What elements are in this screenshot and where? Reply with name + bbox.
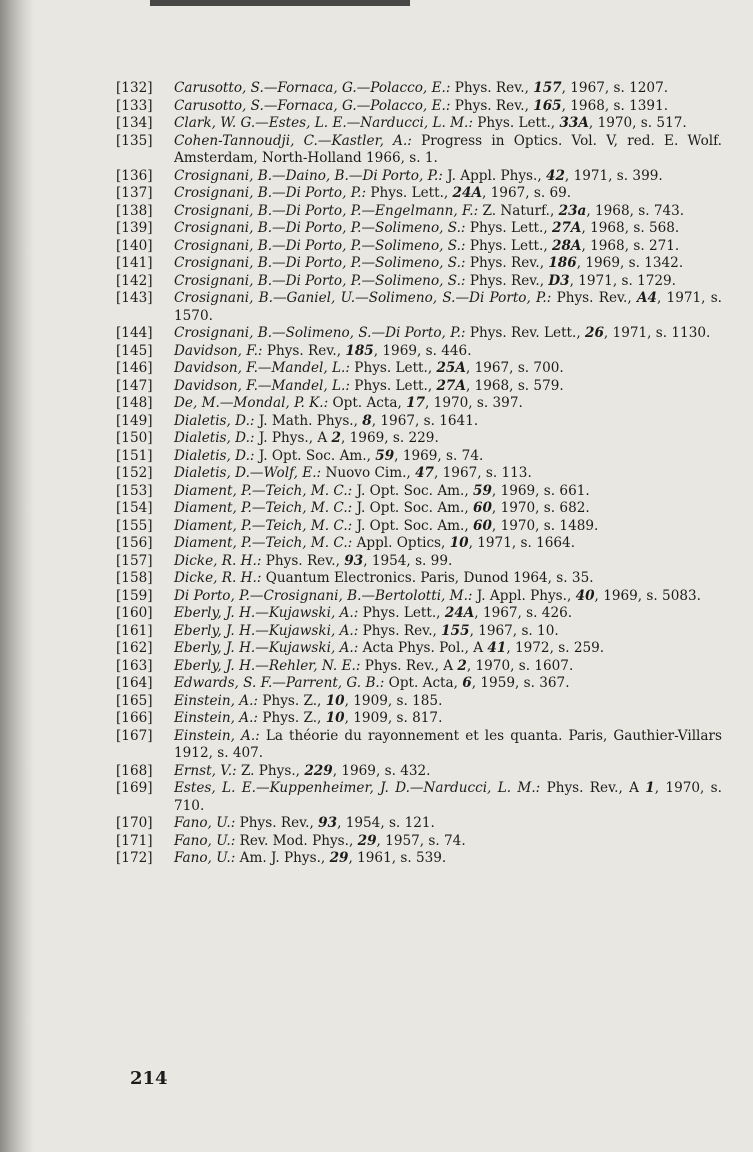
reference-entry: [116, 185, 722, 203]
reference-volume: 26: [584, 325, 604, 341]
reference-authors: Estes, L. E.—Kuppenheimer, J. D.—Narducci, L. M.:: [174, 780, 541, 796]
reference-source: Progress in Optics. Vol. V, red. E. Wolf. Amsterdam, North-Holland 1966, s. 1.: [174, 132, 722, 166]
reference-details: , 1968, s. 1391.: [561, 97, 669, 114]
reference-volume: 185: [345, 342, 374, 359]
reference-entry: [116, 570, 722, 588]
reference-source: Opt. Acta,: [388, 675, 458, 691]
reference-entry: [116, 500, 722, 518]
reference-details: , 1970, s. 397.: [425, 395, 523, 411]
reference-entry: [116, 465, 722, 483]
book-binding-shadow: [0, 0, 34, 1152]
reference-source: Phys. Rev.,: [266, 342, 342, 359]
reference-number: [167]: [116, 727, 153, 744]
reference-volume: 93: [344, 552, 364, 569]
reference-number: [172]: [116, 850, 153, 866]
reference-authors: Dialetis, D.:: [174, 412, 255, 429]
reference-authors: Davidson, F.:: [174, 342, 263, 359]
reference-volume: 28A: [552, 237, 582, 254]
reference-source: J. Opt. Soc. Am.,: [258, 447, 371, 464]
reference-entry: [116, 553, 722, 571]
reference-entry: [116, 273, 722, 291]
reference-authors: Eberly, J. H.—Kujawski, A.:: [174, 622, 359, 639]
reference-source: Phys. Lett.,: [469, 237, 548, 254]
reference-number: [153]: [116, 482, 153, 499]
reference-details: , 1971, s. 399.: [564, 167, 663, 184]
reference-authors: Davidson, F.—Mandel, L.:: [174, 360, 350, 376]
reference-details: , 1969, s. 661.: [491, 482, 590, 499]
reference-entry: [116, 220, 722, 238]
reference-entry: [116, 710, 722, 728]
reference-entry: [116, 780, 722, 815]
reference-details: , 1957, s. 74.: [376, 832, 466, 849]
reference-authors: Crosignani, B.—Di Porto, P.—Engelmann, F.:: [174, 202, 479, 219]
reference-number: [133]: [116, 97, 153, 114]
reference-authors: Fano, U.:: [174, 850, 236, 866]
reference-number: [152]: [116, 465, 153, 481]
reference-details: , 1971, s. 1570.: [174, 290, 723, 324]
reference-details: , 1967, s. 113.: [434, 465, 532, 481]
reference-number: [156]: [116, 535, 153, 551]
reference-entry: [116, 255, 722, 273]
reference-number: [169]: [116, 780, 153, 796]
reference-number: [139]: [116, 220, 153, 236]
reference-details: , 1968, s. 743.: [586, 202, 685, 219]
reference-details: , 1972, s. 259.: [506, 640, 605, 656]
reference-entry: [116, 343, 722, 361]
reference-entry: [116, 290, 722, 325]
reference-number: [149]: [116, 412, 153, 429]
reference-authors: Fano, U.:: [174, 832, 236, 849]
reference-number: [161]: [116, 622, 153, 639]
reference-volume: 60: [473, 500, 492, 516]
reference-source: Quantum Electronics. Paris, Dunod 1964, s. 35.: [265, 570, 594, 586]
reference-source: J. Opt. Soc. Am.,: [356, 482, 469, 499]
reference-entry: [116, 483, 722, 501]
reference-volume: 10: [325, 710, 345, 726]
page-number: 214: [130, 1068, 168, 1089]
reference-entry: [116, 413, 722, 431]
reference-number: [142]: [116, 272, 153, 289]
reference-source: Phys. Lett.,: [469, 220, 548, 236]
reference-entry: [116, 640, 722, 658]
reference-entry: [116, 360, 722, 378]
reference-source: Phys. Lett.,: [354, 377, 433, 394]
scan-edge-shadow: [150, 0, 410, 6]
reference-authors: Diament, P.—Teich, M. C.:: [174, 500, 353, 516]
reference-authors: Diament, P.—Teich, M. C.:: [174, 482, 353, 499]
reference-source: Phys. Z.,: [262, 692, 322, 709]
reference-authors: Crosignani, B.—Di Porto, P.—Solimeno, S.:: [174, 255, 466, 271]
reference-source: Phys. Rev. Lett.,: [469, 325, 581, 341]
reference-volume: 24A: [444, 605, 475, 621]
reference-volume: 155: [441, 622, 470, 639]
reference-volume: 47: [415, 465, 434, 481]
reference-source: J. Opt. Soc. Am.,: [356, 500, 469, 516]
reference-entry: [116, 833, 722, 851]
reference-entry: [116, 658, 722, 676]
reference-authors: Clark, W. G.—Estes, L. E.—Narducci, L. M.:: [174, 115, 473, 131]
reference-volume: 2: [331, 430, 341, 446]
reference-number: [146]: [116, 360, 153, 376]
reference-authors: Crosignani, B.—Solimeno, S.—Di Porto, P.:: [174, 325, 466, 341]
reference-volume: 186: [548, 255, 577, 271]
reference-source: Phys. Rev., A: [364, 657, 454, 674]
reference-volume: A4: [636, 290, 657, 306]
reference-details: , 1970, s. 1607.: [466, 657, 574, 674]
reference-volume: 8: [362, 412, 372, 429]
reference-source: Phys. Rev.,: [469, 255, 545, 271]
reference-source: Acta Phys. Pol., A: [362, 640, 484, 656]
reference-source: Phys. Rev.,: [556, 290, 632, 306]
reference-authors: Edwards, S. F.—Parrent, G. B.:: [174, 675, 385, 691]
reference-details: , 1971, s. 1130.: [603, 325, 711, 341]
reference-entry: [116, 588, 722, 606]
reference-authors: Di Porto, P.—Crosignani, B.—Bertolotti, M.:: [174, 587, 473, 604]
reference-volume: 229: [304, 762, 333, 779]
reference-details: , 1969, s. 446.: [373, 342, 472, 359]
reference-entry: [116, 448, 722, 466]
reference-number: [135]: [116, 132, 153, 149]
reference-authors: Eberly, J. H.—Rehler, N. E.:: [174, 657, 361, 674]
reference-authors: Crosignani, B.—Di Porto, P.—Solimeno, S.:: [174, 237, 466, 254]
reference-source: La théorie du rayonnement et les quanta. Paris, Gauthier-Villars 1912, s. 407.: [174, 727, 722, 761]
reference-authors: De, M.—Mondal, P. K.:: [174, 395, 329, 411]
reference-details: , 1967, s. 426.: [474, 605, 573, 621]
reference-volume: 27A: [552, 220, 582, 236]
reference-volume: 23a: [558, 202, 587, 219]
reference-number: [141]: [116, 255, 153, 271]
reference-source: J. Phys., A: [258, 430, 328, 446]
reference-entry: [116, 675, 722, 693]
reference-authors: Dialetis, D.—Wolf, E.:: [174, 465, 322, 481]
reference-details: , 1970, s. 1489.: [491, 517, 599, 534]
reference-source: J. Math. Phys.,: [258, 412, 358, 429]
reference-entry: [116, 168, 722, 186]
reference-number: [140]: [116, 237, 153, 254]
reference-source: Z. Naturf.,: [482, 202, 555, 219]
reference-volume: 17: [406, 395, 426, 411]
reference-entry: [116, 850, 722, 868]
reference-authors: Diament, P.—Teich, M. C.:: [174, 517, 353, 534]
reference-details: , 1967, s. 1641.: [371, 412, 479, 429]
reference-source: Phys. Rev.,: [454, 97, 529, 114]
reference-details: , 1969, s. 229.: [341, 430, 439, 446]
reference-volume: 42: [546, 167, 565, 184]
reference-authors: Carusotto, S.—Fornaca, G.—Polacco, E.:: [174, 80, 451, 96]
reference-number: [136]: [116, 167, 153, 184]
reference-details: , 1970, s. 517.: [588, 115, 687, 131]
reference-authors: Crosignani, B.—Di Porto, P.—Solimeno, S.:: [174, 272, 466, 289]
reference-volume: 40: [575, 587, 595, 604]
reference-source: Phys. Rev.,: [239, 815, 314, 831]
reference-number: [159]: [116, 587, 153, 604]
reference-volume: 10: [325, 692, 345, 709]
reference-details: , 1971, s. 1664.: [468, 535, 576, 551]
reference-authors: Dialetis, D.:: [174, 430, 255, 446]
reference-authors: Einstein, A.:: [174, 710, 258, 726]
reference-details: , 1968, s. 271.: [581, 237, 680, 254]
reference-number: [158]: [116, 570, 153, 586]
reference-volume: 93: [318, 815, 338, 831]
reference-source: Opt. Acta,: [332, 395, 402, 411]
reference-entry: [116, 325, 722, 343]
reference-entry: [116, 80, 722, 98]
reference-number: [138]: [116, 202, 153, 219]
reference-entry: [116, 395, 722, 413]
reference-details: , 1909, s. 817.: [344, 710, 443, 726]
reference-number: [163]: [116, 657, 153, 674]
reference-details: , 1968, s. 579.: [465, 377, 564, 394]
reference-authors: Crosignani, B.—Ganiel, U.—Solimeno, S.—Di Porto, P.:: [174, 290, 552, 306]
reference-volume: 24A: [452, 185, 483, 201]
reference-entry: [116, 535, 722, 553]
reference-source: Phys. Lett.,: [362, 605, 441, 621]
reference-number: [171]: [116, 832, 153, 849]
reference-volume: 33A: [559, 115, 589, 131]
reference-volume: 1: [645, 780, 655, 796]
reference-source: J. Appl. Phys.,: [476, 587, 572, 604]
reference-source: Rev. Mod. Phys.,: [239, 832, 354, 849]
reference-source: J. Opt. Soc. Am.,: [356, 517, 469, 534]
reference-number: [164]: [116, 675, 153, 691]
reference-authors: Cohen-Tannoudji, C.—Kastler, A.:: [174, 132, 412, 149]
reference-source: Phys. Rev., A: [546, 780, 639, 796]
reference-page: [116, 80, 722, 868]
reference-details: , 1967, s. 10.: [469, 622, 559, 639]
reference-authors: Eberly, J. H.—Kujawski, A.:: [174, 605, 359, 621]
reference-authors: Eberly, J. H.—Kujawski, A.:: [174, 640, 359, 656]
reference-number: [148]: [116, 395, 153, 411]
reference-details: , 1959, s. 367.: [471, 675, 570, 691]
reference-volume: 165: [533, 97, 562, 114]
reference-authors: Einstein, A.:: [174, 727, 260, 744]
reference-volume: 157: [533, 80, 562, 96]
reference-number: [170]: [116, 815, 153, 831]
reference-details: , 1967, s. 700.: [465, 360, 564, 376]
reference-source: Phys. Z.,: [262, 710, 322, 726]
reference-volume: 59: [473, 482, 492, 499]
reference-details: , 1967, s. 1207.: [561, 80, 669, 96]
reference-volume: 10: [449, 535, 469, 551]
reference-source: Phys. Lett.,: [354, 360, 433, 376]
reference-details: , 1969, s. 5083.: [594, 587, 701, 604]
reference-number: [162]: [116, 640, 153, 656]
reference-source: Z. Phys.,: [240, 762, 300, 779]
reference-number: [147]: [116, 377, 153, 394]
reference-authors: Ernst, V.:: [174, 762, 237, 779]
reference-authors: Fano, U.:: [174, 815, 236, 831]
reference-number: [157]: [116, 552, 153, 569]
reference-source: Phys. Rev.,: [469, 272, 545, 289]
reference-source: Phys. Rev.,: [454, 80, 529, 96]
reference-volume: 29: [357, 832, 377, 849]
reference-entry: [116, 133, 722, 168]
reference-entry: [116, 815, 722, 833]
reference-details: , 1969, s. 1342.: [576, 255, 684, 271]
reference-number: [160]: [116, 605, 153, 621]
reference-entry: [116, 238, 722, 256]
reference-source: Phys. Rev.,: [265, 552, 340, 569]
reference-volume: 59: [375, 447, 395, 464]
reference-number: [154]: [116, 500, 153, 516]
reference-details: , 1969, s. 432.: [332, 762, 431, 779]
reference-entry: [116, 623, 722, 641]
reference-source: Phys. Lett.,: [370, 185, 449, 201]
reference-number: [132]: [116, 80, 153, 96]
reference-authors: Crosignani, B.—Di Porto, P.—Solimeno, S.:: [174, 220, 466, 236]
reference-volume: 25A: [436, 360, 466, 376]
reference-details: , 1954, s. 99.: [363, 552, 453, 569]
reference-number: [134]: [116, 115, 153, 131]
reference-details: , 1970, s. 682.: [491, 500, 590, 516]
reference-source: Am. J. Phys.,: [239, 850, 326, 866]
reference-entry: [116, 763, 722, 781]
reference-authors: Crosignani, B.—Daino, B.—Di Porto, P.:: [174, 167, 443, 184]
reference-entry: [116, 378, 722, 396]
reference-authors: Crosignani, B.—Di Porto, P.:: [174, 185, 367, 201]
reference-volume: 60: [473, 517, 492, 534]
reference-authors: Dialetis, D.:: [174, 447, 255, 464]
reference-authors: Dicke, R. H.:: [174, 552, 262, 569]
reference-number: [137]: [116, 185, 153, 201]
reference-volume: 41: [487, 640, 507, 656]
reference-number: [150]: [116, 430, 153, 446]
reference-details: , 1968, s. 568.: [581, 220, 680, 236]
reference-volume: 2: [457, 657, 467, 674]
reference-source: J. Appl. Phys.,: [447, 167, 542, 184]
reference-volume: 27A: [436, 377, 466, 394]
reference-volume: D3: [548, 272, 570, 289]
reference-entry: [116, 430, 722, 448]
reference-number: [151]: [116, 447, 153, 464]
reference-number: [144]: [116, 325, 153, 341]
reference-source: Phys. Rev.,: [362, 622, 437, 639]
reference-details: , 1971, s. 1729.: [569, 272, 677, 289]
reference-entry: [116, 115, 722, 133]
reference-details: , 1909, s. 185.: [344, 692, 443, 709]
reference-source: Nuovo Cim.,: [325, 465, 411, 481]
reference-entry: [116, 605, 722, 623]
reference-number: [155]: [116, 517, 153, 534]
reference-number: [166]: [116, 710, 153, 726]
reference-details: , 1970, s. 710.: [174, 780, 722, 814]
reference-source: Phys. Lett.,: [477, 115, 556, 131]
reference-number: [168]: [116, 762, 153, 779]
reference-details: , 1967, s. 69.: [482, 185, 572, 201]
reference-authors: Diament, P.—Teich, M. C.:: [174, 535, 353, 551]
reference-details: , 1969, s. 74.: [394, 447, 484, 464]
reference-authors: Einstein, A.:: [174, 692, 258, 709]
reference-number: [165]: [116, 692, 153, 709]
reference-entry: [116, 98, 722, 116]
reference-details: , 1961, s. 539.: [348, 850, 447, 866]
reference-number: [143]: [116, 290, 153, 306]
reference-number: [145]: [116, 342, 153, 359]
reference-entry: [116, 728, 722, 763]
reference-volume: 29: [329, 850, 349, 866]
reference-details: , 1954, s. 121.: [337, 815, 435, 831]
reference-list: [116, 80, 722, 868]
reference-entry: [116, 693, 722, 711]
reference-authors: Davidson, F.—Mandel, L.:: [174, 377, 350, 394]
reference-entry: [116, 203, 722, 221]
reference-authors: Dicke, R. H.:: [174, 570, 262, 586]
reference-authors: Carusotto, S.—Fornaca, G.—Polacco, E.:: [174, 97, 451, 114]
reference-source: Appl. Optics,: [356, 535, 446, 551]
reference-entry: [116, 518, 722, 536]
reference-volume: 6: [462, 675, 472, 691]
